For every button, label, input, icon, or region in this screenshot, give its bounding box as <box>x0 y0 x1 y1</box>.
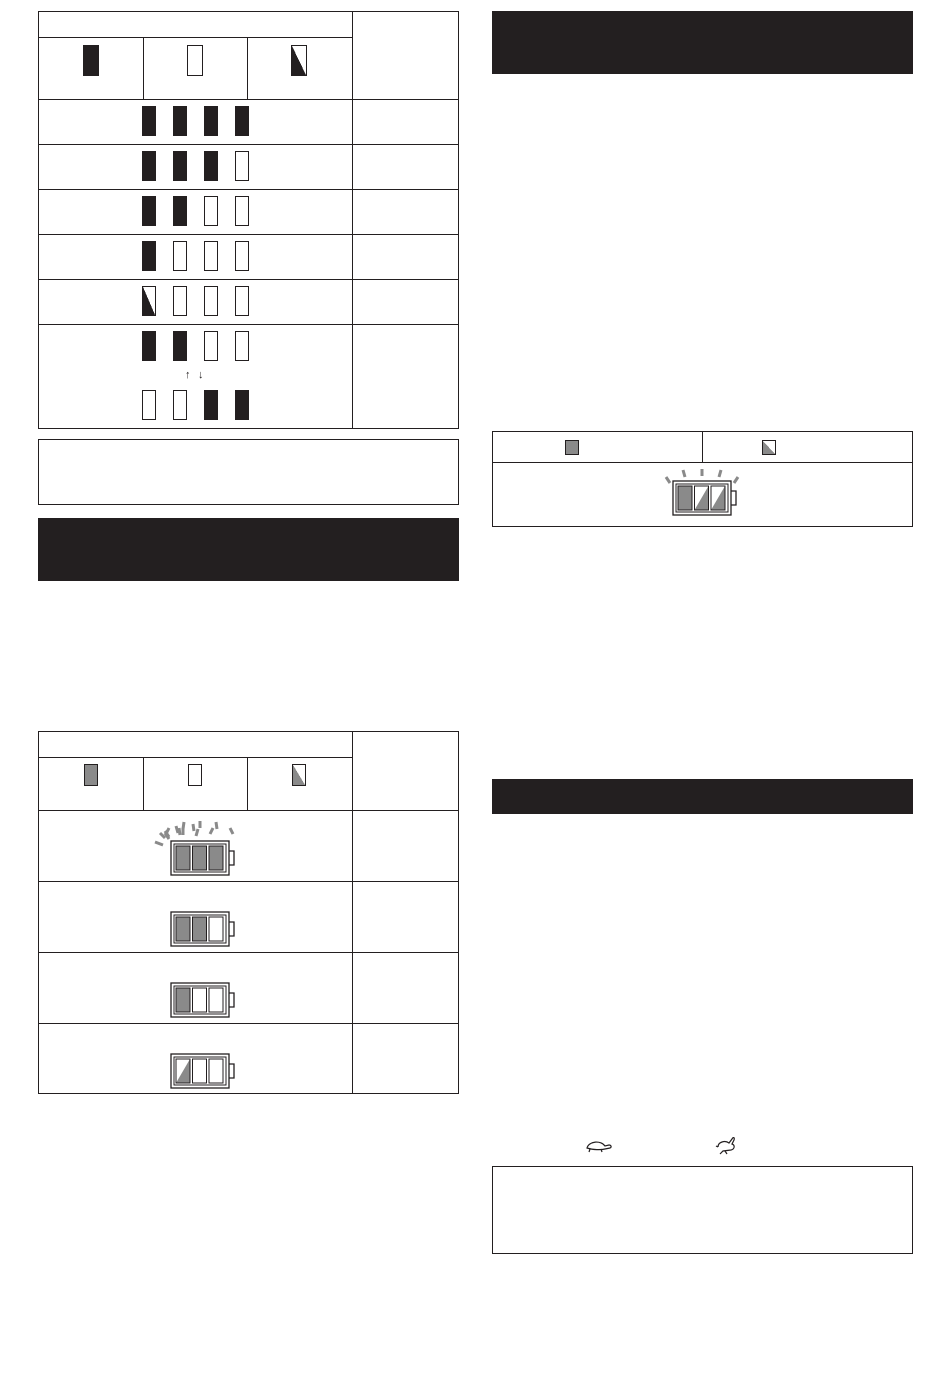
table1-divider <box>38 189 459 190</box>
indicator-cell-half <box>142 286 156 316</box>
indicator-cell-off <box>173 241 187 271</box>
legend-blinking-icon <box>762 440 776 455</box>
indicator-cell-on <box>173 331 187 361</box>
arrow-up-icon: ↑ <box>185 369 191 381</box>
table1-divider <box>143 37 144 100</box>
indicator-cell-off <box>235 151 249 181</box>
indicator-cell-off <box>173 390 187 420</box>
indicator-cell-on <box>204 151 218 181</box>
table2-divider <box>38 757 353 758</box>
table1-divider <box>38 99 459 100</box>
battery-icon <box>666 469 738 515</box>
table1-divider <box>38 324 459 325</box>
table1-divider <box>247 37 248 100</box>
section-heading-bar <box>38 518 459 581</box>
legend-lit-icon <box>565 440 579 455</box>
indicator-cell-off <box>235 286 249 316</box>
indicator-cell-off <box>173 286 187 316</box>
indicator-cell-on <box>142 106 156 136</box>
indicator-cell-on <box>235 106 249 136</box>
table1-divider <box>38 279 459 280</box>
indicator-cell-on <box>204 390 218 420</box>
indicator-cell-off <box>142 390 156 420</box>
table2-divider <box>143 757 144 811</box>
indicator-cell-off <box>235 241 249 271</box>
indicator-cell-on <box>173 151 187 181</box>
table1-divider <box>38 37 353 38</box>
indicator-cell-off <box>204 241 218 271</box>
note-box <box>492 1166 913 1254</box>
rabbit-icon <box>713 1133 739 1157</box>
indicator-cell-on <box>142 151 156 181</box>
legend-off-icon <box>187 45 203 76</box>
indicator-cell-on <box>142 241 156 271</box>
section-heading-bar <box>492 11 913 74</box>
indicator-cell-off <box>204 286 218 316</box>
indicator-cell-off <box>204 196 218 226</box>
table2-divider <box>247 757 248 811</box>
legend-blinking-icon <box>292 764 306 786</box>
indicator-cell-on <box>173 196 187 226</box>
indicator-cell-off <box>235 331 249 361</box>
table1-divider <box>38 144 459 145</box>
indicator-cell-off <box>235 196 249 226</box>
table2-battery-icons <box>38 811 353 1094</box>
table3-battery-icon <box>492 463 913 527</box>
indicator-cell-on <box>142 196 156 226</box>
legend-blinking-icon <box>291 45 307 76</box>
table1-divider <box>38 234 459 235</box>
indicator-cell-on <box>142 331 156 361</box>
table1-divider <box>352 11 353 429</box>
turtle-icon <box>583 1137 613 1155</box>
indicator-cell-off <box>204 331 218 361</box>
table3-divider <box>702 431 703 463</box>
arrow-down-icon: ↓ <box>198 369 204 381</box>
legend-off-icon <box>188 764 202 786</box>
indicator-cell-on <box>173 106 187 136</box>
section-heading-bar <box>492 779 913 814</box>
legend-lit-icon <box>84 764 98 786</box>
indicator-cell-on <box>204 106 218 136</box>
note-box <box>38 439 459 505</box>
indicator-cell-on <box>235 390 249 420</box>
legend-lit-icon <box>83 45 99 76</box>
